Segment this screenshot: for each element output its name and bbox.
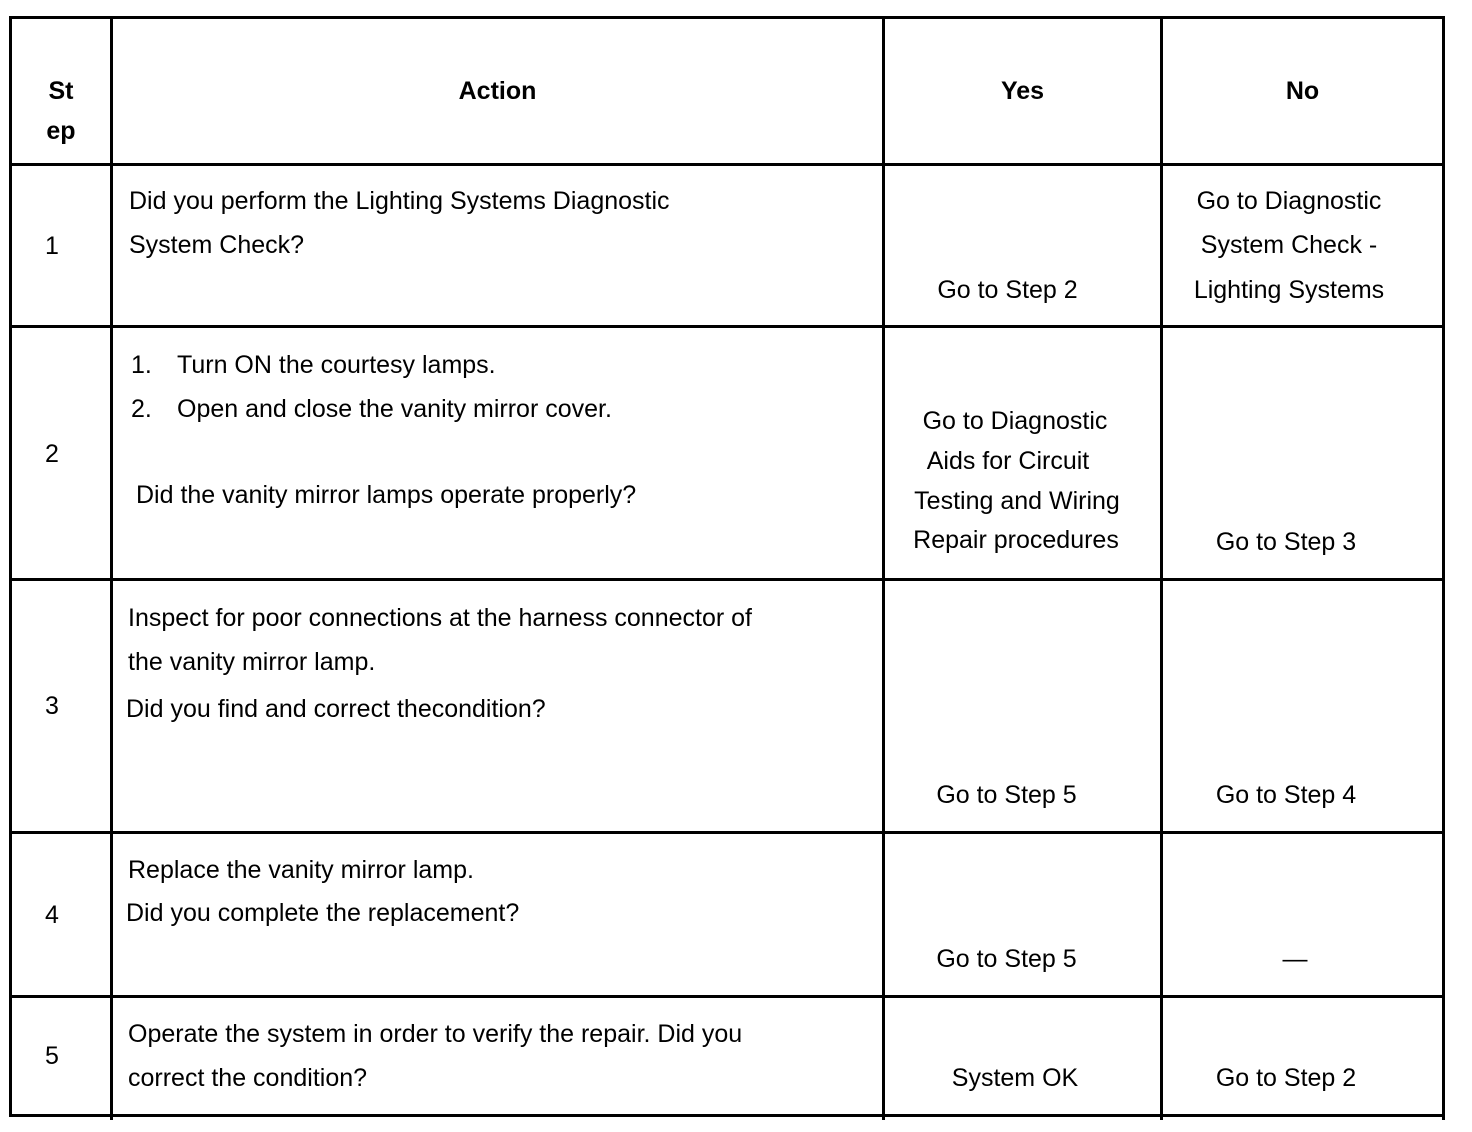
row-divider xyxy=(9,831,1445,834)
table-border-top xyxy=(9,16,1445,19)
no-result: Go to Diagnostic xyxy=(1196,187,1382,215)
action-list-number: 1. xyxy=(131,351,152,379)
row-divider xyxy=(9,163,1445,166)
yes-result: Go to Step 5 xyxy=(936,781,1077,809)
row-divider xyxy=(9,995,1445,998)
yes-result: Go to Step 2 xyxy=(937,276,1078,304)
row-divider xyxy=(9,578,1445,581)
action-list-text: Turn ON the courtesy lamps. xyxy=(177,351,496,379)
action-text: Did you find and correct thecondition? xyxy=(126,695,546,723)
header-step: ep xyxy=(46,117,76,145)
yes-result: Testing and Wiring xyxy=(914,487,1120,515)
table-border-bottom xyxy=(9,1114,1445,1117)
table-border-right xyxy=(1442,16,1445,1120)
yes-result: Go to Diagnostic xyxy=(922,407,1108,435)
step-number: 4 xyxy=(45,901,59,929)
action-text: Operate the system in order to verify the repair. Did you xyxy=(128,1020,743,1048)
no-result: System Check - xyxy=(1200,231,1378,259)
no-result: Lighting Systems xyxy=(1193,276,1385,304)
row-divider xyxy=(9,325,1445,328)
action-text: Inspect for poor connections at the harness connector of xyxy=(128,604,752,632)
action-text: Did you complete the replacement? xyxy=(126,899,520,927)
header-yes: Yes xyxy=(1000,77,1045,105)
step-number: 5 xyxy=(45,1042,59,1070)
step-number: 1 xyxy=(45,232,59,260)
action-text: the vanity mirror lamp. xyxy=(128,648,376,676)
step-number: 3 xyxy=(45,692,59,720)
yes-result: Aids for Circuit xyxy=(926,447,1090,475)
action-text: Replace the vanity mirror lamp. xyxy=(128,856,474,884)
step-number: 2 xyxy=(45,440,59,468)
action-text: System Check? xyxy=(129,231,305,259)
action-list-text: Open and close the vanity mirror cover. xyxy=(177,395,612,423)
yes-result: System OK xyxy=(951,1064,1079,1092)
column-divider xyxy=(110,16,113,1120)
table-border-left xyxy=(9,16,12,1117)
action-question: Did the vanity mirror lamps operate properly? xyxy=(136,481,637,509)
no-result: Go to Step 2 xyxy=(1215,1064,1357,1092)
yes-result: Go to Step 5 xyxy=(936,945,1077,973)
header-action: Action xyxy=(458,77,537,105)
action-text: correct the condition? xyxy=(128,1064,368,1092)
action-text: Did you perform the Lighting Systems Diagnostic xyxy=(129,187,670,215)
no-result: Go to Step 4 xyxy=(1215,781,1357,809)
header-no: No xyxy=(1285,77,1320,105)
action-list-number: 2. xyxy=(131,395,152,423)
header-step: St xyxy=(48,77,74,105)
yes-result: Repair procedures xyxy=(913,526,1119,554)
no-result: — xyxy=(1282,945,1308,973)
no-result: Go to Step 3 xyxy=(1215,528,1357,556)
